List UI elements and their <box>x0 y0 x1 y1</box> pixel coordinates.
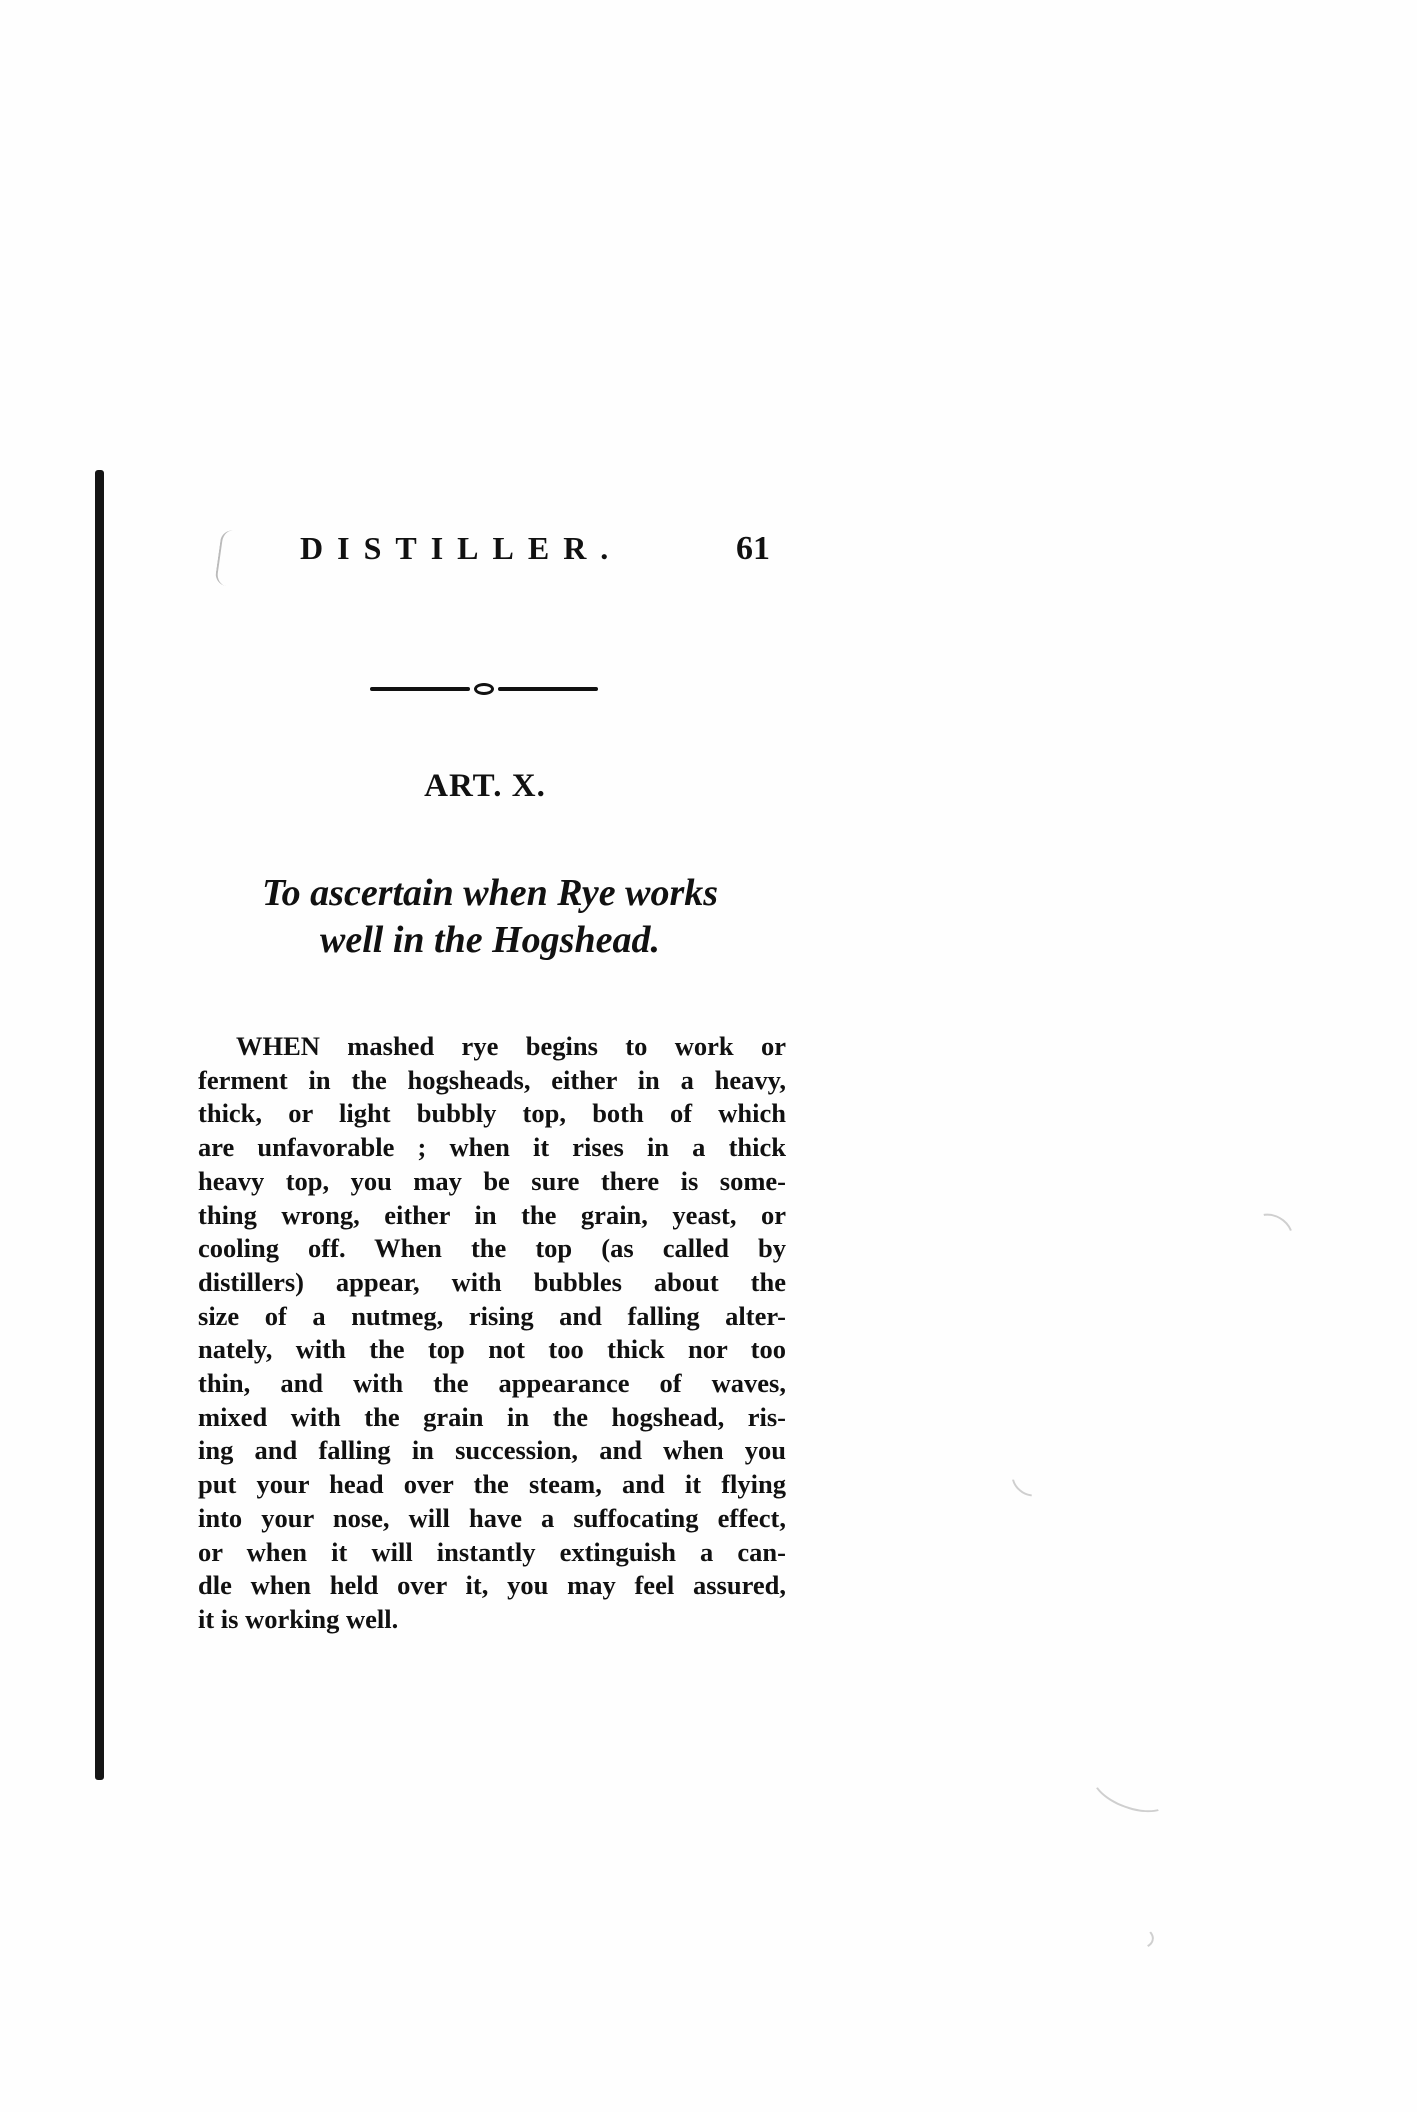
article-title <box>190 870 790 964</box>
running-head <box>300 530 770 580</box>
page-blemish <box>1006 1462 1047 1502</box>
margin-mark <box>214 529 242 587</box>
body-line: ing and falling in succession, and when you <box>198 1435 786 1466</box>
body-line: size of a nutmeg, rising and falling alter- <box>198 1300 786 1331</box>
page-blemish <box>1085 1752 1179 1822</box>
body-line: put your head over the steam, and it flying <box>198 1469 786 1500</box>
body-line: nately, with the top not too thick nor too <box>198 1334 786 1365</box>
body-line: heavy top, you may be sure there is some- <box>198 1165 786 1196</box>
page-blemish <box>1244 1206 1299 1257</box>
body-line: are unfavorable ; when it rises in a thick <box>198 1132 786 1163</box>
body-line: or when it will instantly extinguish a can- <box>198 1536 786 1567</box>
binding-edge <box>95 470 104 1780</box>
body-line: thick, or light bubbly top, both of which <box>198 1098 786 1129</box>
article-number: ART. X. <box>424 768 546 804</box>
article-body <box>198 1030 786 1637</box>
ornament-knot <box>474 683 494 695</box>
body-line: thin, and with the appearance of waves, <box>198 1368 786 1399</box>
body-line: distillers) appear, with bubbles about the <box>198 1266 786 1297</box>
running-title: DISTILLER. <box>300 530 623 566</box>
body-line: it is working well. <box>198 1603 399 1634</box>
body-line: thing wrong, either in the grain, yeast, or <box>198 1199 786 1230</box>
ornament-line-right <box>498 687 598 691</box>
body-line: into your nose, will have a suffocating effect, <box>198 1502 786 1533</box>
body-line: mixed with the grain in the hogshead, ris- <box>198 1401 786 1432</box>
article-title-line: To ascertain when Rye works <box>261 872 719 914</box>
page-number: 61 <box>736 530 770 567</box>
body-line: WHEN mashed rye begins to work or <box>236 1031 786 1061</box>
ornament-line-left <box>370 687 470 691</box>
page-blemish <box>1118 1922 1156 1952</box>
body-line: dle when held over it, you may feel assured, <box>198 1570 786 1601</box>
body-line: ferment in the hogsheads, either in a heavy, <box>198 1064 786 1095</box>
article-title-line: well in the Hogshead. <box>320 919 660 961</box>
body-line: cooling off. When the top (as called by <box>198 1233 786 1264</box>
ornamental-rule <box>370 681 598 697</box>
